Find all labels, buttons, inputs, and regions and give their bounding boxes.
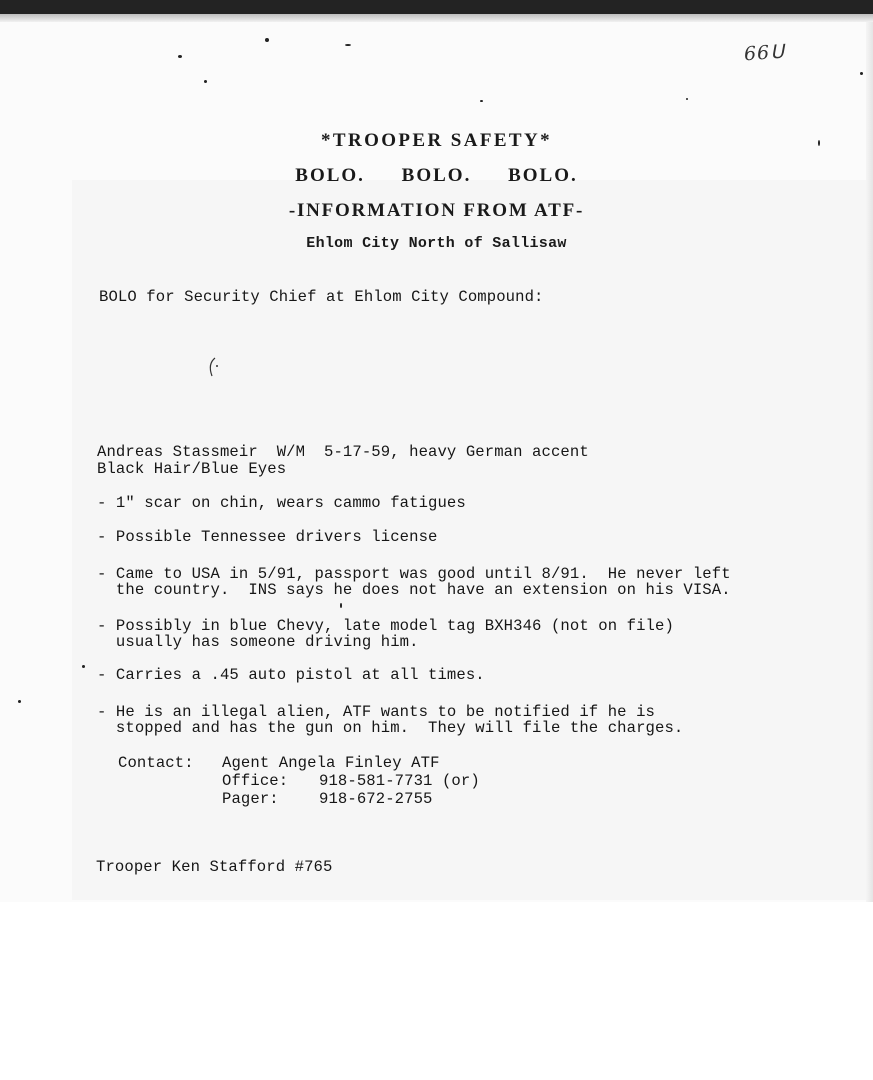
scan-speck xyxy=(345,44,351,46)
subject-line-1: Andreas Stassmeir W/M 5-17-59, heavy German accent xyxy=(97,443,589,461)
bullet-vehicle: - Possibly in blue Chevy, late model tag BXH346 (not on file) xyxy=(97,617,674,635)
bullet-weapon: - Carries a .45 auto pistol at all times. xyxy=(97,666,485,684)
intro-line: BOLO for Security Chief at Ehlom City Compound: xyxy=(99,288,544,306)
bullet-license: - Possible Tennessee drivers license xyxy=(97,528,438,546)
scan-speck xyxy=(82,665,85,668)
subject-line-2: Black Hair/Blue Eyes xyxy=(97,460,287,478)
office-number: 918-581-7731 (or) xyxy=(319,772,480,790)
bullet-arrival-cont: the country. INS says he does not have an extension on his VISA. xyxy=(97,581,731,599)
bullet-vehicle-cont: usually has someone driving him. xyxy=(97,633,419,651)
viewer-top-bar xyxy=(0,0,873,14)
scan-speck xyxy=(18,700,21,703)
contact-name: Agent Angela Finley ATF xyxy=(222,754,440,772)
heading-information-from-atf: -INFORMATION FROM ATF- xyxy=(288,200,585,221)
bullet-arrival: - Came to USA in 5/91, passport was good until 8/91. He never left xyxy=(97,565,731,583)
heading-trooper-safety: *TROOPER SAFETY* xyxy=(320,130,553,151)
scan-speck xyxy=(686,98,688,100)
viewer-top-bar-edge xyxy=(0,14,873,22)
bullet-scar: - 1" scar on chin, wears cammo fatigues xyxy=(97,494,466,512)
scan-mark xyxy=(206,356,220,380)
scan-speck xyxy=(265,38,269,42)
scan-speck xyxy=(480,100,483,102)
blank-area xyxy=(0,902,873,1080)
contact-label: Contact: xyxy=(118,754,194,772)
location-subheading: Ehlom City North of Sallisaw xyxy=(306,235,567,252)
scan-speck xyxy=(178,55,182,58)
heading-bolo: BOLO. BOLO. BOLO. xyxy=(295,165,578,186)
handwritten-page-number: 66ᑌ xyxy=(743,40,786,66)
scan-speck xyxy=(860,72,863,75)
signature-line: Trooper Ken Stafford #765 xyxy=(96,858,333,876)
office-label: Office: xyxy=(222,772,289,790)
pager-label: Pager: xyxy=(222,790,279,808)
scan-speck xyxy=(340,603,342,608)
bullet-alien: - He is an illegal alien, ATF wants to be notified if he is xyxy=(97,703,656,721)
scan-speck xyxy=(204,80,207,83)
page-right-edge xyxy=(866,22,873,902)
bullet-alien-cont: stopped and has the gun on him. They will file the charges. xyxy=(97,719,684,737)
pager-number: 918-672-2755 xyxy=(319,790,433,808)
